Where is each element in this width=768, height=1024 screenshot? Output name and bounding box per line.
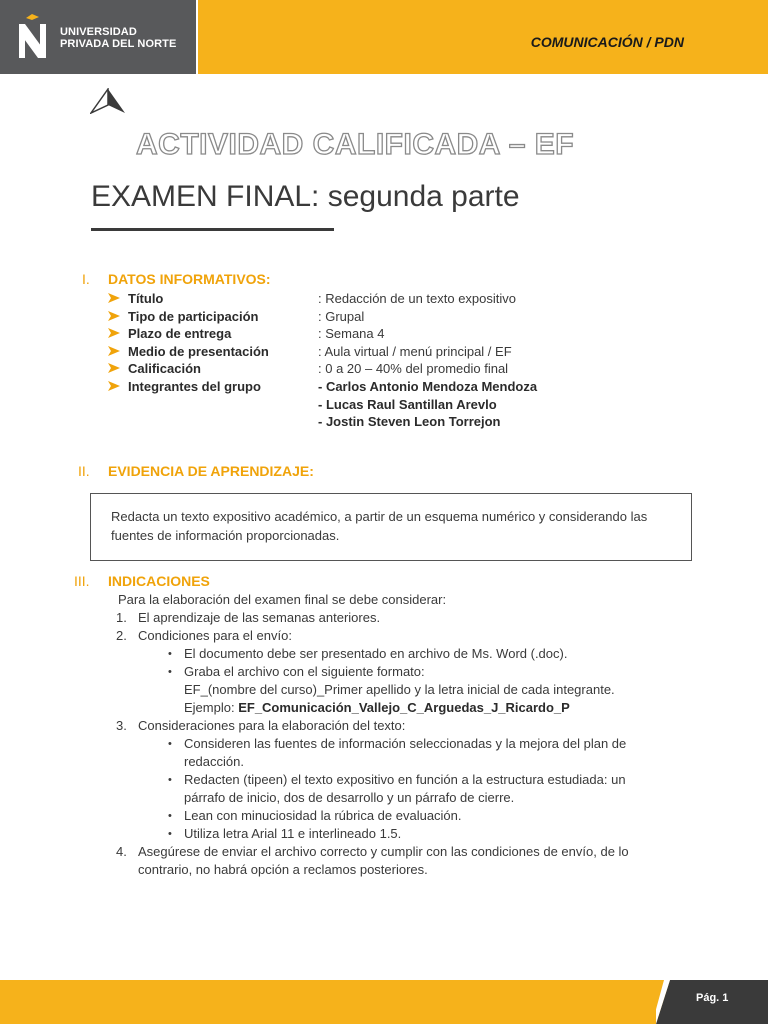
item-number: 4. <box>116 844 127 859</box>
info-label: Tipo de participación <box>128 308 259 324</box>
course-title: COMUNICACIÓN / PDN <box>530 34 684 50</box>
sub-item-text: El documento debe ser presentado en archivo de Ms. Word (.doc). <box>184 646 568 661</box>
logo-line2: PRIVADA DEL NORTE <box>60 38 177 50</box>
sub-item-text: Lean con minuciosidad la rúbrica de evaluación. <box>184 808 462 823</box>
sub-item <box>116 825 716 843</box>
university-logo <box>0 0 196 74</box>
bullet-dot: • <box>168 648 172 660</box>
sub-item <box>116 735 716 753</box>
section-3-heading <box>0 573 768 591</box>
item-text: Condiciones para el envío: <box>138 628 292 643</box>
info-row-member-2 <box>108 396 628 414</box>
list-item <box>116 843 716 861</box>
member-name: - Carlos Antonio Mendoza Mendoza <box>318 378 538 394</box>
bullet-dot: • <box>168 738 172 750</box>
sub-item-continuation: párrafo de inicio, dos de desarrollo y un párrafo de cierre. <box>184 790 515 805</box>
activity-title: ACTIVIDAD CALIFICADA – EF <box>136 128 575 161</box>
member-name: - Lucas Raul Santillan Arevlo <box>318 396 497 412</box>
section-1-heading <box>0 271 768 289</box>
section-2-title: EVIDENCIA DE APRENDIZAJE: <box>108 463 314 479</box>
info-value: : Semana 4 <box>318 326 385 342</box>
bullet-dot: • <box>168 774 172 786</box>
info-row-participation <box>108 308 628 326</box>
page-header <box>0 0 768 74</box>
footer-bar <box>0 980 768 1024</box>
info-row-deadline <box>108 325 628 343</box>
arrow-bullet-icon <box>108 311 120 321</box>
info-label: Integrantes del grupo <box>128 378 261 394</box>
arrow-bullet-icon <box>108 381 120 391</box>
bullet-dot: • <box>168 828 172 840</box>
arrow-bullet-icon <box>108 346 120 356</box>
sub-item-continuation: redacción. <box>184 754 244 769</box>
section-1-number: I. <box>82 271 90 287</box>
item-number: 2. <box>116 628 127 643</box>
arrow-bullet-icon <box>108 363 120 373</box>
section-2-number: II. <box>78 463 90 479</box>
exam-title-rest: segunda parte <box>319 180 520 213</box>
member-name: - Jostin Steven Leon Torrejon <box>318 414 501 430</box>
list-item <box>116 717 716 735</box>
sub-item-text: Utiliza letra Arial 11 e interlineado 1.5. <box>184 826 402 841</box>
bullet-dot: • <box>168 810 172 822</box>
info-label: Plazo de entrega <box>128 326 232 342</box>
exam-title-strong: EXAMEN FINAL: <box>91 180 320 213</box>
section-1-title: DATOS INFORMATIVOS: <box>108 271 271 287</box>
format-line: EF_(nombre del curso)_Primer apellido y la letra inicial de cada integrante. <box>184 682 615 697</box>
example-line <box>116 699 716 717</box>
title-underline <box>91 228 334 231</box>
example-value: EF_Comunicación_Vallejo_C_Arguedas_J_Ricardo_P <box>238 700 570 715</box>
item-text: Asegúrese de enviar el archivo correcto y cumplir con las condiciones de envío, de lo <box>138 844 629 859</box>
instructions-intro: Para la elaboración del examen final se debe considerar: <box>118 592 447 607</box>
exam-title <box>91 180 520 214</box>
evidence-box: Redacta un texto expositivo académico, a partir de un esquema numérico y considerando las fuentes de información proporcionadas. <box>90 493 692 561</box>
bullet-dot: • <box>168 666 172 678</box>
sub-item <box>116 807 716 825</box>
info-list <box>108 290 628 431</box>
list-item <box>116 627 716 645</box>
sub-item-text: Graba el archivo con el siguiente formato: <box>184 664 425 679</box>
info-value: : Redacción de un texto expositivo <box>318 291 517 306</box>
header-bar <box>198 0 768 74</box>
info-label: Título <box>128 291 164 306</box>
arrow-bullet-icon <box>108 328 120 338</box>
navigation-arrow-icon <box>90 88 126 114</box>
arrow-bullet-icon <box>108 293 120 303</box>
sub-item <box>116 771 716 789</box>
info-row-medium <box>108 343 628 361</box>
upn-logo-icon <box>18 14 50 60</box>
info-label: Calificación <box>128 361 201 377</box>
info-row-grade <box>108 360 628 378</box>
item-number: 3. <box>116 718 127 733</box>
info-value: : Grupal <box>318 308 365 324</box>
page-number: Pág. 1 <box>696 992 729 1004</box>
info-label: Medio de presentación <box>128 343 269 359</box>
section-3-number: III. <box>74 573 90 589</box>
section-3-title: INDICACIONES <box>108 573 210 589</box>
example-label: Ejemplo: <box>184 700 239 715</box>
info-value: : Aula virtual / menú principal / EF <box>318 343 512 359</box>
item-text: El aprendizaje de las semanas anteriores. <box>138 610 381 625</box>
logo-line1: UNIVERSIDAD <box>60 26 137 38</box>
info-row-members <box>108 378 628 396</box>
sub-item <box>116 645 716 663</box>
section-2-heading <box>0 463 768 481</box>
item-number: 1. <box>116 610 127 625</box>
sub-item <box>116 663 716 681</box>
logo-text <box>60 26 176 50</box>
sub-item-text: Consideren las fuentes de información seleccionadas y la mejora del plan de <box>184 736 627 751</box>
info-row-title <box>108 290 628 308</box>
list-item <box>116 609 716 627</box>
info-row-member-3 <box>108 413 628 431</box>
item-text: Consideraciones para la elaboración del texto: <box>138 718 406 733</box>
item-continuation: contrario, no habrá opción a reclamos posteriores. <box>138 862 428 877</box>
sub-item-text: Redacten (tipeen) el texto expositivo en función a la estructura estudiada: un <box>184 772 626 787</box>
info-value: : 0 a 20 – 40% del promedio final <box>318 361 509 377</box>
instructions-list <box>116 591 716 879</box>
